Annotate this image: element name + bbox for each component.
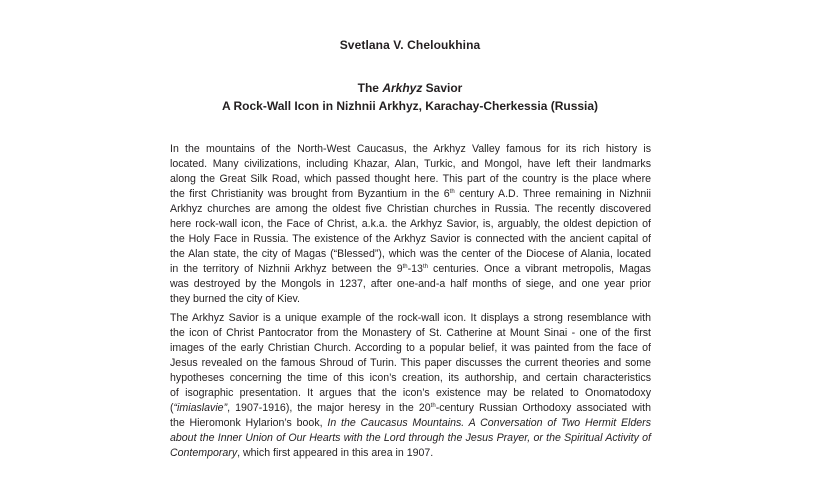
paper-subtitle: A Rock-Wall Icon in Nizhnii Arkhyz, Karachay-Cherkessia (Russia) (221, 99, 599, 113)
text-run: centuries. Once a vibrant metropolis, Magas (427, 263, 651, 275)
paragraph-1-line: located. Many civilizations, including Khazar, Alan, Turkic, and Mongol, have left their landmarks (170, 158, 651, 170)
paragraph-1-line: the Holy Face in Russia. The existence of the Arkhyz Savior is connected with the ancient capital of (170, 233, 651, 245)
paragraph-1-line: here rock-wall icon, the Face of Christ, a.k.a. the Arkhyz Savior, is, arguably, the oldest depiction of (170, 218, 651, 230)
paragraph-1-line: In the mountains of the North-West Caucasus, the Arkhyz Valley famous for its rich history is (170, 143, 651, 155)
superscript: th (430, 403, 436, 409)
abstract-body (170, 142, 651, 461)
paragraph-2-line (170, 446, 651, 461)
italic-text-run: about the Inner Union of Our Hearts with the Lord through the Jesus Prayer, or the Spiritual Activity of (170, 432, 651, 444)
italic-text-run: “imiaslavie” (173, 402, 228, 414)
paragraph-1-line (170, 187, 651, 202)
title-italic-word: Arkhyz (382, 81, 423, 95)
italic-text-run: In the Caucasus Mountains. A Conversation of Two Hermit Elders (327, 417, 652, 429)
superscript: th (402, 264, 408, 270)
paper-title (0, 81, 820, 95)
paragraph-2-line (170, 416, 651, 431)
abstract-paragraph-1 (170, 142, 651, 307)
italic-text-run: Contemporary (170, 447, 238, 459)
paragraph-1-line: they burned the city of Kiev. (170, 293, 300, 305)
text-run: in the territory of Nizhnii Arkhyz between the 9 (170, 263, 403, 275)
abstract-paragraph-2 (170, 311, 651, 461)
title-suffix: Savior (422, 81, 463, 95)
paragraph-2-line (170, 401, 651, 416)
text-run: the Hieromonk Hylarion’s book, (170, 417, 328, 429)
paragraph-2-line: The Arkhyz Savior is a unique example of the rock-wall icon. It displays a strong resemblance with (170, 312, 651, 324)
author-name: Svetlana V. Cheloukhina (339, 38, 481, 52)
text-run: -century Russian Orthodoxy associated with (435, 402, 651, 414)
paragraph-2-line: hypotheses concerning the time of this icon’s creation, its authorship, and certain characteristics (170, 372, 651, 384)
superscript: th (422, 264, 428, 270)
text-run: , which first appeared in this area in 1907. (237, 447, 434, 459)
paragraph-2-line: of isographic presentation. It argues that the icon’s existence may be related to Onomatodoxy (170, 387, 651, 399)
paragraph-2-line: the icon of Christ Pantocrator from the Monastery of St. Catherine at Mount Sinai - one of the first (170, 327, 651, 339)
title-prefix: The (357, 81, 383, 95)
paragraph-1-line: along the Great Silk Road, which passed thought here. This part of the country is the place where (170, 173, 651, 185)
paragraph-1-line: was destroyed by the Mongols in 1237, after one-and-a half months of siege, and one year prior (170, 278, 651, 290)
text-run: -13 (407, 263, 423, 275)
superscript: th (449, 189, 455, 195)
paragraph-2-line: Jesus revealed on the famous Shroud of Turin. This paper discusses the current theories and some (170, 357, 651, 369)
paragraph-1-line: Arkhyz churches are among the oldest five Christian churches in Russia. The recently discovered (170, 203, 651, 215)
paragraph-2-line (170, 431, 651, 446)
text-run: the first Christianity was brought from Byzantium in the 6 (170, 188, 450, 200)
paragraph-1-line (170, 262, 651, 277)
paragraph-1-line: the Alan state, the city of Magas (“Blessed”), which was the center of the Diocese of Alania, located (170, 248, 651, 260)
text-run: century A.D. Three remaining in Nizhnii (454, 188, 651, 200)
paragraph-2-line: images of the early Christian Church. According to a popular belief, it was painted from the face of (170, 342, 651, 354)
text-run: , 1907-1916), the major heresy in the 20 (227, 402, 431, 414)
text-run: ( (170, 402, 174, 414)
